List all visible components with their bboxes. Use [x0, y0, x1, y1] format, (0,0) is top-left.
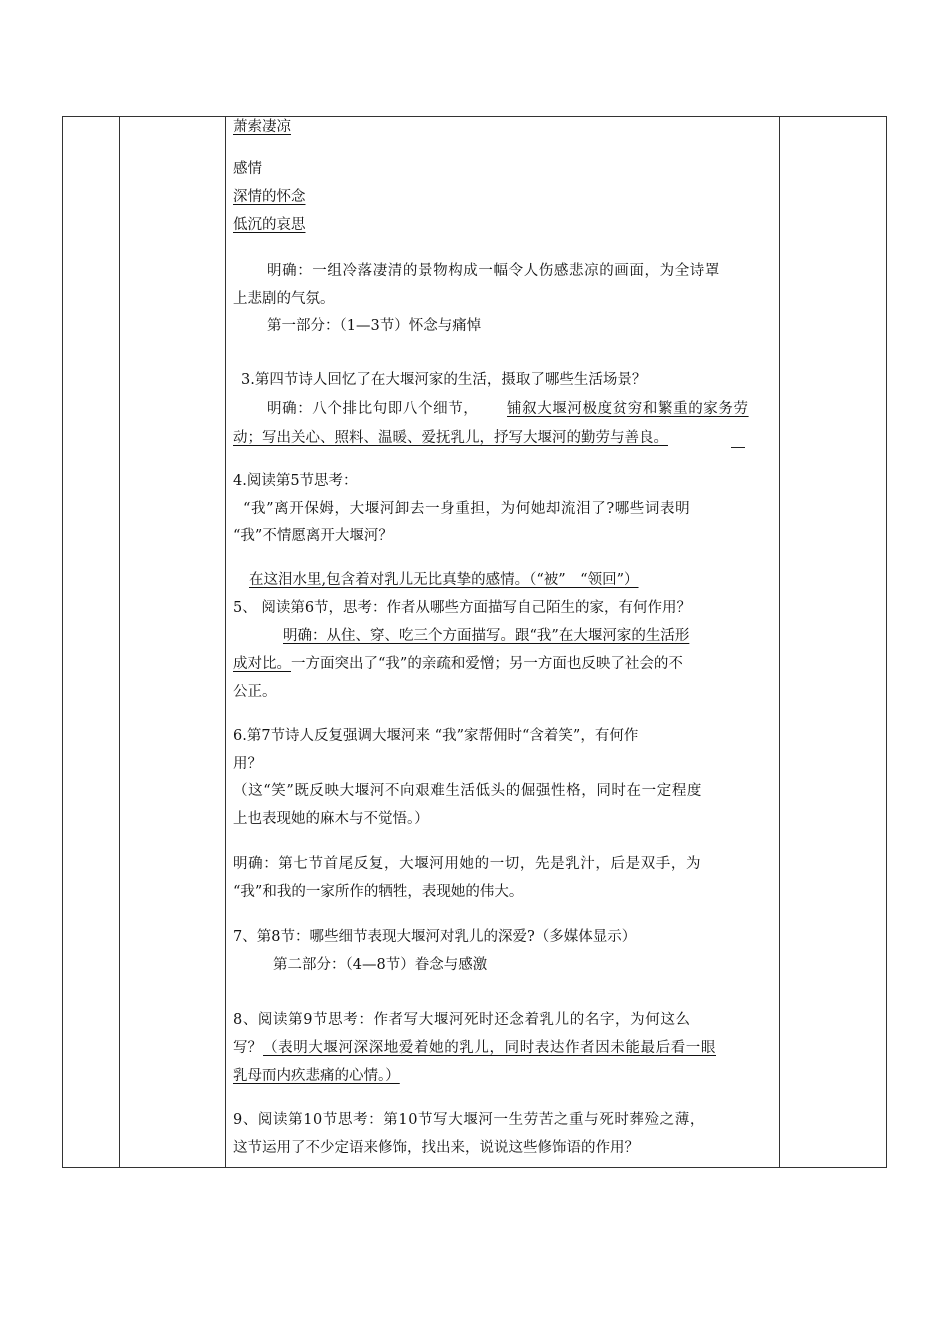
question-8: 8、阅读第9节思考：作者写大堰河死时还念着乳儿的名字，为何这么 [233, 1012, 691, 1028]
column-divider-3 [779, 117, 780, 1167]
underline-extension [731, 447, 745, 448]
text-line: 上悲剧的气氛。 [233, 291, 335, 307]
section-heading: 第一部分：（1—3节）怀念与痛悼 [267, 318, 482, 334]
text-line: 一方面突出了“我”的亲疏和爱憎；另一方面也反映了社会的不 [291, 656, 683, 672]
question-4: 4.阅读第5节思考： [233, 473, 358, 489]
text-line: 这节运用了不少定语来修饰，找出来，说说这些修饰语的作用？ [233, 1140, 639, 1156]
text-line: 写？ [233, 1040, 262, 1056]
text-line: 上也表现她的麻木与不觉悟。） [233, 811, 429, 827]
text-line: 铺叙大堰河极度贫穷和繁重的家务劳 [507, 401, 749, 417]
text-line: 在这泪水里,包含着对乳儿无比真挚的感情。（“被” “领回”） [249, 572, 639, 588]
question-9: 9、阅读第10节思考：第10节写大堰河一生劳苦之重与死时葬殓之薄， [233, 1112, 705, 1128]
column-divider-2 [225, 117, 226, 1167]
text-line: 明确：第七节首尾反复，大堰河用她的一切，先是乳汁，后是双手，为 [233, 856, 702, 872]
text-line: “我”离开保姆，大堰河卸去一身重担，为何她却流泪了?哪些词表明 [243, 501, 691, 517]
question-5: 5、 阅读第6节，思考：作者从哪些方面描写自己陌生的家，有何作用？ [233, 600, 692, 616]
text-line: 乳母而内疚悲痛的心情。） [233, 1068, 400, 1084]
question-6: 6.第7节诗人反复强调大堰河来 “我”家帮佣时“含着笑”，有何作 [233, 728, 639, 744]
question-7: 7、第8节：哪些细节表现大堰河对乳儿的深爱?（多媒体显示） [233, 929, 637, 945]
text-line: 公正。 [233, 684, 277, 700]
lesson-table [62, 116, 887, 1168]
text-line: “我”和我的一家所作的牺牲，表现她的伟大。 [233, 884, 524, 900]
text-line: 动；写出关心、照料、温暖、爱抚乳儿，抒写大堰河的勤劳与善良。 [233, 430, 668, 446]
text-line: （这“笑”既反映大堰河不向艰难生活低头的倔强性格，同时在一定程度 [233, 783, 703, 799]
text-line: “我”不情愿离开大堰河？ [233, 528, 393, 544]
column-divider-1 [119, 117, 120, 1167]
question-3: 3.第四节诗人回忆了在大堰河家的生活，摄取了哪些生活场景？ [241, 372, 647, 388]
text-line: 感情 [233, 161, 262, 177]
text-line: 用？ [233, 756, 262, 772]
section-heading: 第二部分：（4—8节）眷念与感激 [273, 957, 488, 973]
text-line: 萧索凄凉 [233, 119, 291, 135]
text-line: 明确：一组冷落凄清的景物构成一幅令人伤感悲凉的画面，为全诗罩 [267, 263, 720, 279]
text-line: 明确：八个排比句即八个细节， [267, 401, 479, 417]
text-line: 明确：从住、穿、吃三个方面描写。跟“我”在大堰河家的生活形 [283, 628, 690, 644]
text-line: 成对比。 [233, 656, 291, 672]
text-line: （表明大堰河深深地爱着她的乳儿，同时表达作者因未能最后看一眼 [263, 1040, 716, 1056]
text-line: 深情的怀念 [233, 189, 306, 205]
text-line: 低沉的哀思 [233, 217, 306, 233]
